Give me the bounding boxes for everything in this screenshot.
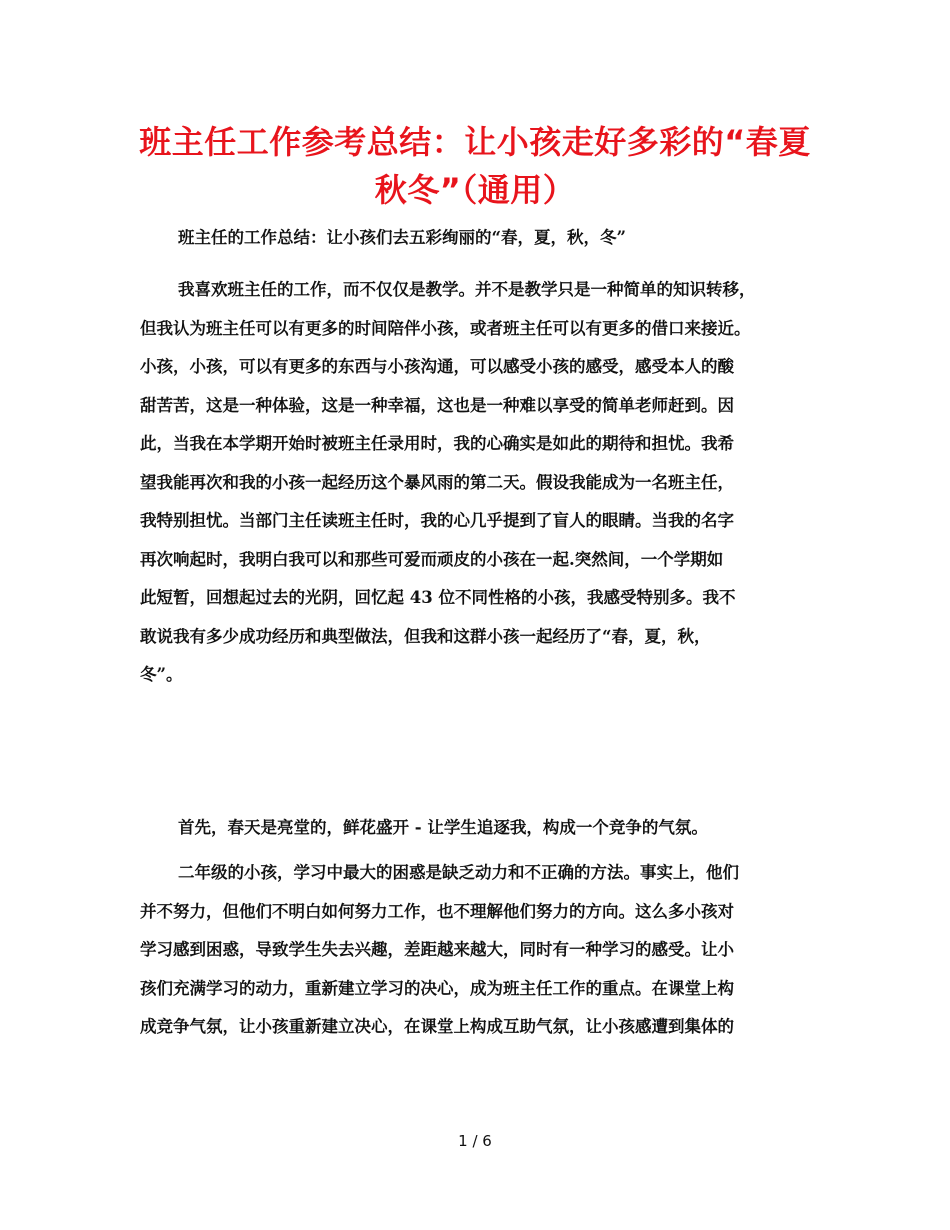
paragraph-line: 学习感到困惑，导致学生失去兴趣，差距越来越大，同时有一种学习的感受。让小: [140, 940, 734, 959]
paragraph-line: 我喜欢班主任的工作，而不仅仅是教学。并不是教学只是一种简单的知识转移，: [178, 280, 756, 299]
paragraph-line: 成竞争气氛，让小孩重新建立决心，在课堂上构成互助气氛，让小孩感遭到集体的: [140, 1017, 734, 1036]
paragraph-3: [140, 854, 830, 1047]
paragraph-line: 孩们充满学习的动力，重新建立学习的决心，成为班主任工作的重点。在课堂上构: [140, 978, 734, 998]
paragraph-line: 甜苦苦，这是一种体验，这是一种幸福，这也是一种难以享受的简单老师赶到。因: [140, 395, 734, 415]
paragraph-line: 敢说我有多少成功经历和典型做法，但我和这群小孩一起经历了“春，夏，秋，: [140, 626, 711, 646]
paragraph-line: 此，当我在本学期开始时被班主任录用时，我的心确实是如此的期待和担忧。我希: [140, 434, 734, 453]
title-line-1: 班主任工作参考总结：让小孩走好多彩的“春夏: [139, 123, 811, 161]
paragraph-line: 再次响起时，我明白我可以和那些可爱而顽皮的小孩在一起.突然间，一个学期如: [140, 549, 724, 569]
paragraph-line: 二年级的小孩，学习中最大的困惑是缺乏动力和不正确的方法。事实上，他们: [178, 863, 739, 882]
paragraph-1: [140, 271, 830, 695]
document-subtitle: 班主任的工作总结：让小孩们去五彩绚丽的“春，夏，秋，冬”: [178, 228, 626, 247]
paragraph-line: 小孩，小孩，可以有更多的东西与小孩沟通，可以感受小孩的感受，感受本人的酸: [140, 357, 734, 376]
page-indicator: 1 / 6: [458, 1132, 492, 1150]
paragraph-line: 并不努力，但他们不明白如何努力工作，也不理解他们努力的方向。这么多小孩对: [140, 901, 734, 921]
paragraph-line: 我特别担忧。当部门主任读班主任时，我的心几乎提到了盲人的眼睛。当我的名字: [140, 511, 734, 530]
paragraph-line: 首先，春天是亮堂的，鲜花盛开 - 让学生追逐我，构成一个竞争的气氛。: [178, 818, 708, 837]
paragraph-line: 此短暂，回想起过去的光阴，回忆起 43 位不同性格的小孩，我感受特别多。我不: [140, 588, 736, 607]
paragraph-line: 望我能再次和我的小孩一起经历这个暴风雨的第二天。假设我能成为一名班主任，: [140, 472, 734, 492]
title-line-2: 秋冬”（通用）: [374, 171, 576, 209]
paragraph-line: 冬”。: [140, 665, 183, 684]
document-title: [120, 118, 830, 214]
paragraph-2: [140, 809, 830, 848]
paragraph-line: 但我认为班主任可以有更多的时间陪伴小孩，或者班主任可以有更多的借口来接近。: [140, 318, 751, 338]
